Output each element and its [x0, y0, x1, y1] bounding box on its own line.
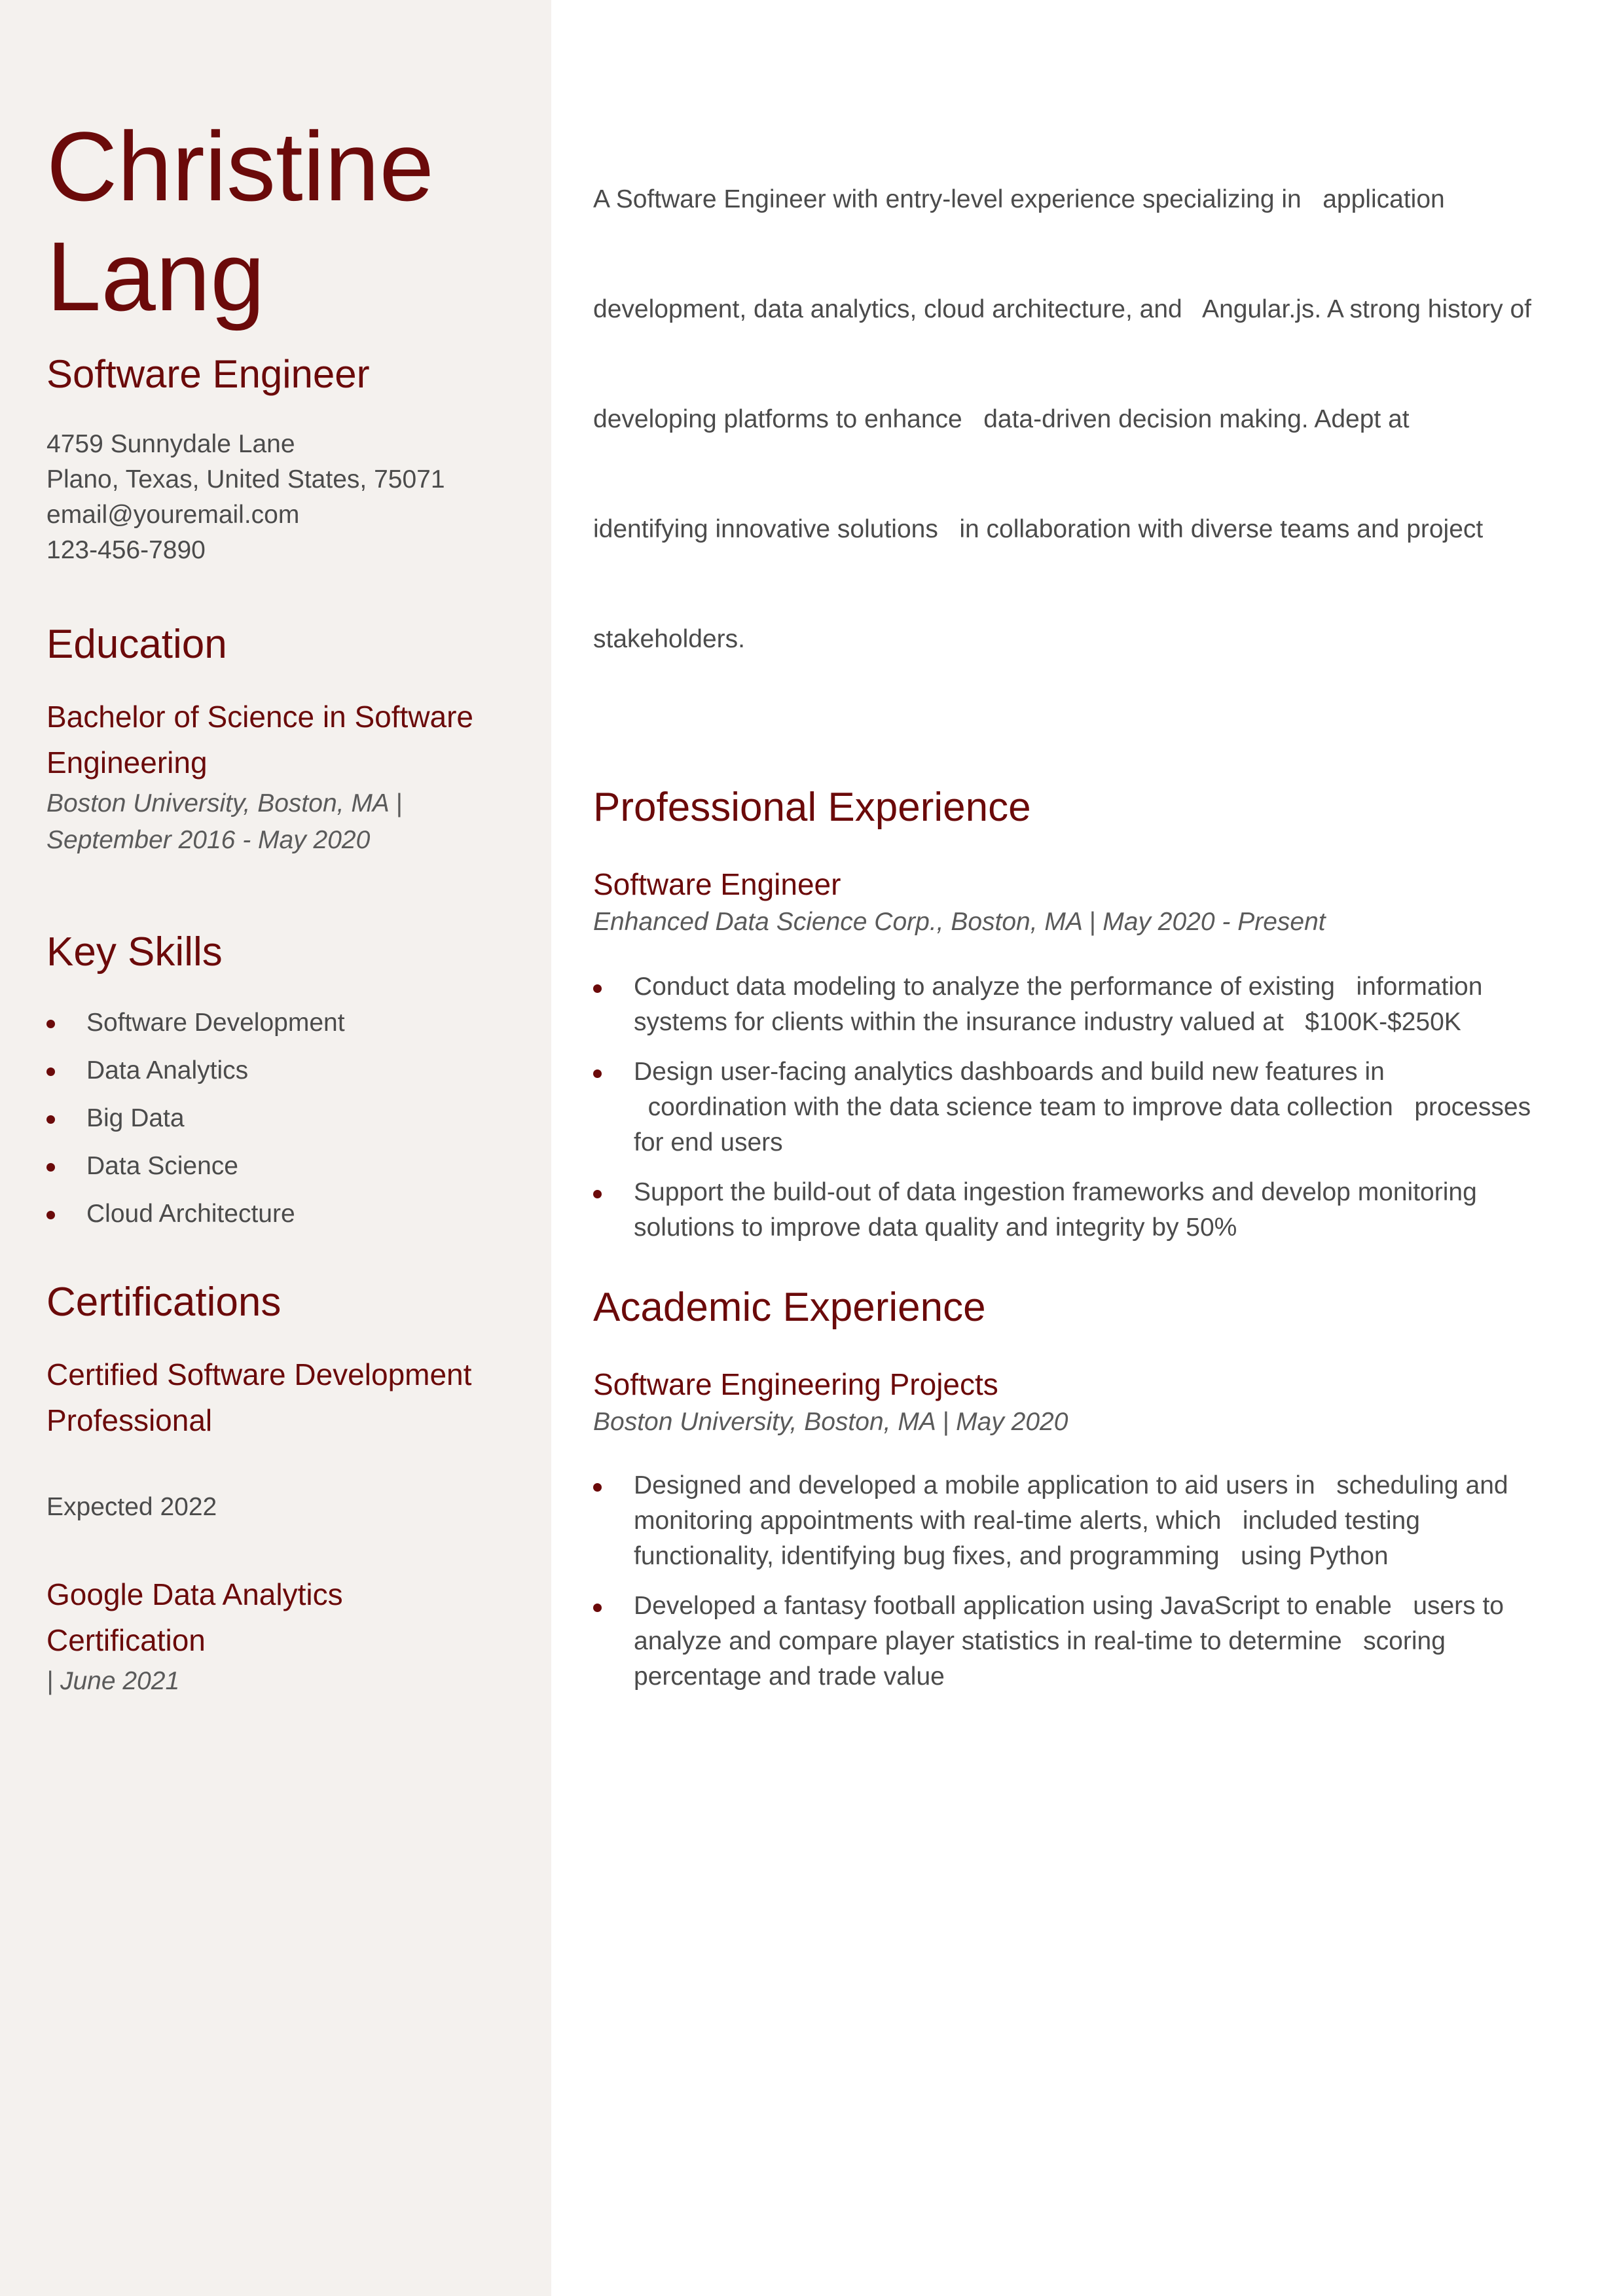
bullet-line: functionality, identifying bug fixes, and programming using Python	[634, 1542, 1389, 1570]
bullet-icon	[46, 1115, 55, 1124]
bullet-icon	[593, 984, 602, 993]
degree	[46, 694, 518, 785]
certification-name-line-2: Certification	[46, 1623, 206, 1657]
skill-item	[46, 1142, 518, 1190]
bullet-line: Developed a fantasy football application using JavaScript to enable users to	[634, 1592, 1504, 1620]
education-meta-line-1: Boston University, Boston, MA |	[46, 789, 403, 817]
skill-label: Software Development	[86, 1009, 345, 1037]
position-meta: Enhanced Data Science Corp., Boston, MA | May 2020 - Present	[593, 908, 1326, 936]
project-item	[593, 1468, 1575, 1574]
skills-heading: Key Skills	[46, 929, 223, 975]
bullet-icon	[593, 1190, 602, 1198]
education-meta-line-2: September 2016 - May 2020	[46, 826, 371, 854]
academic-experience-section	[593, 1283, 1575, 1695]
last-name: Lang	[46, 221, 265, 331]
bullet-icon	[593, 1483, 602, 1492]
bullet-icon	[46, 1020, 55, 1028]
bullet-icon	[593, 1604, 602, 1612]
sidebar	[0, 0, 551, 2296]
bullet-line: Design user-facing analytics dashboards and build new features in	[634, 1058, 1385, 1086]
skills-section	[46, 928, 518, 1238]
main-content	[593, 108, 1575, 1709]
bullet-line: solutions to improve data quality and integrity by 50%	[634, 1213, 1237, 1242]
bullet-icon	[46, 1067, 55, 1076]
project-title: Software Engineering Projects	[593, 1367, 998, 1401]
project-list	[593, 1468, 1575, 1695]
summary-line: developing platforms to enhance data-driven decision making. Adept at	[593, 405, 1410, 433]
responsibility-item	[593, 1175, 1575, 1246]
certification-item	[46, 1352, 518, 1526]
skill-item	[46, 999, 518, 1047]
skill-label: Data Analytics	[86, 1056, 249, 1085]
education-meta	[46, 785, 518, 859]
skill-item	[46, 1047, 518, 1094]
summary-line: development, data analytics, cloud architecture, and Angular.js. A strong history of	[593, 295, 1532, 323]
summary-line: A Software Engineer with entry-level experience specializing in application	[593, 185, 1445, 213]
position-title: Software Engineer	[593, 867, 841, 901]
skill-label: Cloud Architecture	[86, 1200, 295, 1228]
education-heading: Education	[46, 622, 227, 667]
responsibility-item	[593, 1054, 1575, 1160]
certification-meta: | June 2021	[46, 1667, 180, 1695]
skills-list	[46, 999, 518, 1238]
bullet-line: monitoring appointments with real-time alerts, which included testing	[634, 1507, 1420, 1535]
bullet-line: analyze and compare player statistics in real-time to determine scoring	[634, 1627, 1446, 1655]
email: email@youremail.com	[46, 501, 300, 529]
bullet-icon	[46, 1211, 55, 1219]
bullet-line: percentage and trade value	[634, 1662, 945, 1691]
degree-line-1: Bachelor of Science in Software	[46, 700, 474, 734]
phone: 123-456-7890	[46, 536, 206, 564]
certifications-section	[46, 1278, 518, 1700]
contact-info	[46, 427, 518, 568]
responsibility-list	[593, 969, 1575, 1246]
summary-line: identifying innovative solutions in collaboration with diverse teams and project	[593, 515, 1484, 543]
certification-name-line-1: Certified Software Development	[46, 1357, 472, 1391]
skill-label: Data Science	[86, 1152, 238, 1180]
first-name: Christine	[46, 111, 434, 221]
academic-experience-heading: Academic Experience	[593, 1285, 986, 1330]
certification-item	[46, 1571, 518, 1700]
bullet-line: Support the build-out of data ingestion frameworks and develop monitoring	[634, 1178, 1477, 1206]
professional-experience-heading: Professional Experience	[593, 785, 1031, 830]
certification-name-line-2: Professional	[46, 1403, 213, 1437]
address-line-2: Plano, Texas, United States, 75071	[46, 465, 445, 493]
summary-line: stakeholders.	[593, 625, 745, 653]
summary	[593, 108, 1575, 731]
skill-item	[46, 1190, 518, 1238]
bullet-line: for end users	[634, 1128, 783, 1157]
candidate-name	[46, 111, 518, 331]
certification-name-line-1: Google Data Analytics	[46, 1577, 343, 1611]
certifications-heading: Certifications	[46, 1280, 282, 1325]
sidebar-content	[46, 111, 518, 1700]
responsibility-item	[593, 969, 1575, 1040]
bullet-line: coordination with the data science team to improve data collection processes	[634, 1093, 1531, 1121]
address-line-1: 4759 Sunnydale Lane	[46, 430, 295, 458]
bullet-line: Conduct data modeling to analyze the performance of existing information	[634, 973, 1483, 1001]
education-section	[46, 620, 518, 859]
project-item	[593, 1588, 1575, 1695]
bullet-icon	[593, 1069, 602, 1078]
skill-label: Big Data	[86, 1104, 185, 1132]
project-meta: Boston University, Boston, MA | May 2020	[593, 1408, 1068, 1436]
bullet-line: Designed and developed a mobile application to aid users in scheduling and	[634, 1471, 1508, 1499]
job-title: Software Engineer	[46, 352, 370, 396]
certification-meta: Expected 2022	[46, 1493, 217, 1521]
skill-item	[46, 1094, 518, 1142]
bullet-icon	[46, 1163, 55, 1172]
bullet-line: systems for clients within the insurance industry valued at $100K-$250K	[634, 1008, 1461, 1036]
professional-experience-section	[593, 783, 1575, 1246]
degree-line-2: Engineering	[46, 745, 208, 780]
